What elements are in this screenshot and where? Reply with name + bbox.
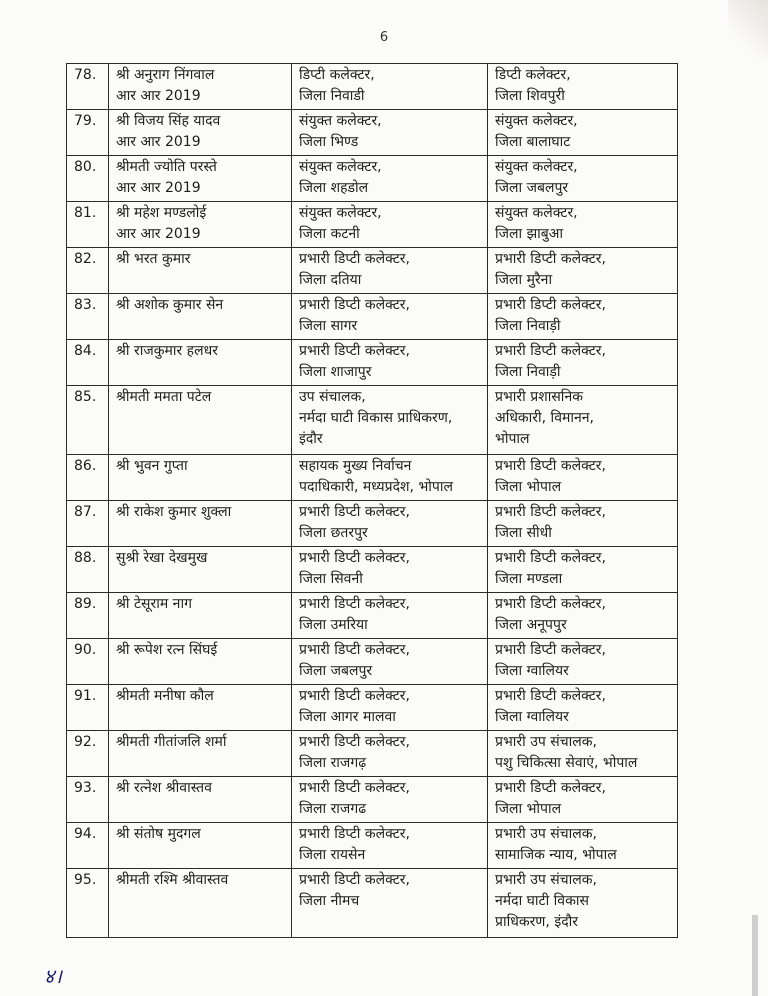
officer-name-cell [109,294,292,340]
new-posting-cell [488,340,678,386]
current-posting-line: प्रभारी डिप्टी कलेक्टर, [299,343,410,359]
officer-name-cell [109,777,292,823]
new-posting-line: प्रभारी डिप्टी कलेक्टर, [495,343,606,359]
current-posting-cell [292,156,488,202]
officer-name-cell [109,455,292,501]
current-posting-line: संयुक्त कलेक्टर, [299,205,382,221]
serial-number: 84. [67,340,109,386]
officer-name-line: श्री अशोक कुमार सेन [116,297,224,313]
new-posting-cell [488,593,678,639]
serial-number: 89. [67,593,109,639]
serial-number: 78. [67,64,109,110]
new-posting-line: सामाजिक न्याय, भोपाल [495,847,617,863]
serial-number: 88. [67,547,109,593]
officer-name-line: आर आर 2019 [116,226,201,242]
new-posting-cell [488,823,678,869]
new-posting-line: जिला मण्डला [495,571,563,587]
new-posting-line: प्रभारी डिप्टी कलेक्टर, [495,251,606,267]
table-row [67,731,678,777]
new-posting-line: जिला निवाड़ी [495,318,561,334]
officer-name-line: श्रीमती मनीषा कौल [116,688,214,704]
new-posting-cell [488,547,678,593]
new-posting-line: जिला शिवपुरी [495,88,565,104]
officer-name-line: आर आर 2019 [116,88,201,104]
current-posting-line: जिला भिण्ड [299,134,359,150]
new-posting-line: प्राधिकरण, इंदौर [495,914,578,930]
page-edge-shadow [752,915,758,996]
current-posting-line: प्रभारी डिप्टी कलेक्टर, [299,780,410,796]
officer-name-line: श्री विजय सिंह यादव [116,113,221,129]
officer-name-line: श्री राकेश कुमार शुक्ला [116,504,232,520]
current-posting-cell [292,869,488,938]
table-row [67,823,678,869]
current-posting-line: जिला राजगढ़ [299,755,367,771]
new-posting-line: प्रभारी डिप्टी कलेक्टर, [495,688,606,704]
table-row [67,248,678,294]
serial-number: 92. [67,731,109,777]
new-posting-line: प्रभारी डिप्टी कलेक्टर, [495,596,606,612]
table-body [67,64,678,938]
officer-name-line: सुश्री रेखा देखमुख [116,550,208,566]
current-posting-line: संयुक्त कलेक्टर, [299,113,382,129]
new-posting-cell [488,685,678,731]
new-posting-line: जिला ग्वालियर [495,709,569,725]
new-posting-cell [488,731,678,777]
new-posting-line: प्रभारी उप संचालक, [495,826,597,842]
new-posting-cell [488,639,678,685]
table-row [67,386,678,455]
current-posting-cell [292,110,488,156]
officer-name-line: श्री संतोष मुदगल [116,826,201,842]
serial-number: 95. [67,869,109,938]
officer-name-line: श्री महेश मण्डलोई [116,205,207,221]
current-posting-line: नर्मदा घाटी विकास प्राधिकरण, [299,410,453,426]
officer-name-line: श्री टेसूराम नाग [116,596,192,612]
current-posting-line: प्रभारी डिप्टी कलेक्टर, [299,642,410,658]
table-row [67,547,678,593]
serial-number: 90. [67,639,109,685]
new-posting-line: प्रभारी उप संचालक, [495,872,597,888]
current-posting-cell [292,64,488,110]
new-posting-line: जिला सीधी [495,525,552,541]
new-posting-line: जिला भोपाल [495,479,562,495]
officer-name-cell [109,340,292,386]
current-posting-line: जिला शाजापुर [299,364,372,380]
officer-name-cell [109,547,292,593]
current-posting-cell [292,202,488,248]
officer-name-cell [109,823,292,869]
table-row [67,455,678,501]
new-posting-cell [488,156,678,202]
current-posting-line: प्रभारी डिप्टी कलेक्टर, [299,596,410,612]
officer-name-cell [109,593,292,639]
new-posting-line: जिला निवाड़ी [495,364,561,380]
officer-name-cell [109,639,292,685]
new-posting-line: अधिकारी, विमानन, [495,410,594,426]
current-posting-line: जिला सिवनी [299,571,363,587]
new-posting-line: प्रभारी डिप्टी कलेक्टर, [495,458,606,474]
current-posting-line: जिला राजगढ [299,801,367,817]
new-posting-cell [488,202,678,248]
table-row [67,869,678,938]
current-posting-line: प्रभारी डिप्टी कलेक्टर, [299,688,410,704]
new-posting-line: प्रभारी प्रशासनिक [495,389,583,405]
current-posting-line: जिला छतरपुर [299,525,368,541]
current-posting-cell [292,731,488,777]
current-posting-line: जिला दतिया [299,272,362,288]
serial-number: 93. [67,777,109,823]
new-posting-line: जिला भोपाल [495,801,562,817]
transfer-orders-table [66,63,678,938]
handwritten-initial: ४। [44,964,62,988]
serial-number: 85. [67,386,109,455]
current-posting-cell [292,386,488,455]
officer-name-line: श्री भरत कुमार [116,251,191,267]
current-posting-line: प्रभारी डिप्टी कलेक्टर, [299,826,410,842]
current-posting-line: जिला कटनी [299,226,360,242]
new-posting-line: जिला ग्वालियर [495,663,569,679]
new-posting-line: प्रभारी डिप्टी कलेक्टर, [495,642,606,658]
new-posting-line: प्रभारी डिप्टी कलेक्टर, [495,504,606,520]
table-row [67,64,678,110]
officer-name-line: श्रीमती ममता पटेल [116,389,212,405]
officer-name-line: श्री भुवन गुप्ता [116,458,188,474]
officer-name-line: आर आर 2019 [116,134,201,150]
current-posting-cell [292,455,488,501]
new-posting-cell [488,248,678,294]
current-posting-line: प्रभारी डिप्टी कलेक्टर, [299,872,410,888]
table-row [67,685,678,731]
new-posting-cell [488,110,678,156]
officer-name-cell [109,731,292,777]
current-posting-line: जिला निवाडी [299,88,365,104]
new-posting-cell [488,294,678,340]
current-posting-line: जिला जबलपुर [299,663,373,679]
current-posting-line: प्रभारी डिप्टी कलेक्टर, [299,504,410,520]
new-posting-line: जिला जबलपुर [495,180,569,196]
new-posting-cell [488,64,678,110]
current-posting-line: प्रभारी डिप्टी कलेक्टर, [299,734,410,750]
current-posting-cell [292,823,488,869]
current-posting-cell [292,294,488,340]
officer-name-line: श्री रत्नेश श्रीवास्तव [116,780,212,796]
serial-number: 91. [67,685,109,731]
serial-number: 83. [67,294,109,340]
new-posting-line: नर्मदा घाटी विकास [495,893,589,909]
current-posting-cell [292,547,488,593]
officer-name-cell [109,202,292,248]
new-posting-line: प्रभारी डिप्टी कलेक्टर, [495,550,606,566]
serial-number: 94. [67,823,109,869]
table-row [67,294,678,340]
current-posting-line: प्रभारी डिप्टी कलेक्टर, [299,251,410,267]
current-posting-line: जिला सागर [299,318,358,334]
new-posting-cell [488,777,678,823]
officer-name-cell [109,64,292,110]
current-posting-line: इंदौर [299,431,323,447]
current-posting-line: जिला उमरिया [299,617,368,633]
officer-name-line: श्रीमती रश्मि श्रीवास्तव [116,872,229,888]
current-posting-line: जिला शहडोल [299,180,369,196]
current-posting-line: जिला रायसेन [299,847,366,863]
new-posting-cell [488,386,678,455]
new-posting-cell [488,501,678,547]
officer-name-cell [109,501,292,547]
table-row [67,110,678,156]
current-posting-cell [292,639,488,685]
current-posting-line: पदाधिकारी, मध्यप्रदेश, भोपाल [299,479,453,495]
new-posting-line: संयुक्त कलेक्टर, [495,205,578,221]
new-posting-line: प्रभारी डिप्टी कलेक्टर, [495,297,606,313]
current-posting-line: उप संचालक, [299,389,366,405]
new-posting-line: डिप्टी कलेक्टर, [495,67,571,83]
table-row [67,340,678,386]
serial-number: 80. [67,156,109,202]
officer-name-line: आर आर 2019 [116,180,201,196]
new-posting-line: संयुक्त कलेक्टर, [495,159,578,175]
table-row [67,156,678,202]
new-posting-cell [488,455,678,501]
new-posting-line: संयुक्त कलेक्टर, [495,113,578,129]
current-posting-cell [292,777,488,823]
serial-number: 82. [67,248,109,294]
new-posting-line: भोपाल [495,431,530,447]
new-posting-line: जिला मुरैना [495,272,553,288]
new-posting-cell [488,869,678,938]
serial-number: 86. [67,455,109,501]
officer-name-cell [109,156,292,202]
officer-name-line: श्री रूपेश रत्न सिंघई [116,642,218,658]
new-posting-line: प्रभारी डिप्टी कलेक्टर, [495,780,606,796]
current-posting-line: सहायक मुख्य निर्वाचन [299,458,412,474]
current-posting-cell [292,248,488,294]
officer-name-line: श्री राजकुमार हलधर [116,343,218,359]
current-posting-line: जिला आगर मालवा [299,709,396,725]
officer-name-cell [109,248,292,294]
table-row [67,777,678,823]
officer-name-cell [109,685,292,731]
serial-number: 79. [67,110,109,156]
page-number: 6 [379,30,389,45]
serial-number: 81. [67,202,109,248]
current-posting-line: संयुक्त कलेक्टर, [299,159,382,175]
new-posting-line: पशु चिकित्सा सेवाएं, भोपाल [495,755,638,771]
officer-name-line: श्री अनुराग निंगवाल [116,67,215,83]
officer-name-cell [109,110,292,156]
serial-number: 87. [67,501,109,547]
current-posting-line: डिप्टी कलेक्टर, [299,67,375,83]
new-posting-line: जिला अनूपपुर [495,617,567,633]
new-posting-line: जिला बालाघाट [495,134,571,150]
table-row [67,202,678,248]
current-posting-cell [292,593,488,639]
current-posting-line: जिला नीमच [299,893,360,909]
table-row [67,639,678,685]
current-posting-cell [292,685,488,731]
table-row [67,593,678,639]
officer-name-cell [109,869,292,938]
new-posting-line: जिला झाबुआ [495,226,564,242]
officer-name-cell [109,386,292,455]
current-posting-cell [292,340,488,386]
table-row [67,501,678,547]
current-posting-line: प्रभारी डिप्टी कलेक्टर, [299,550,410,566]
officer-name-line: श्रीमती गीतांजलि शर्मा [116,734,227,750]
current-posting-cell [292,501,488,547]
officer-name-line: श्रीमती ज्योति परस्ते [116,159,217,175]
current-posting-line: प्रभारी डिप्टी कलेक्टर, [299,297,410,313]
new-posting-line: प्रभारी उप संचालक, [495,734,597,750]
